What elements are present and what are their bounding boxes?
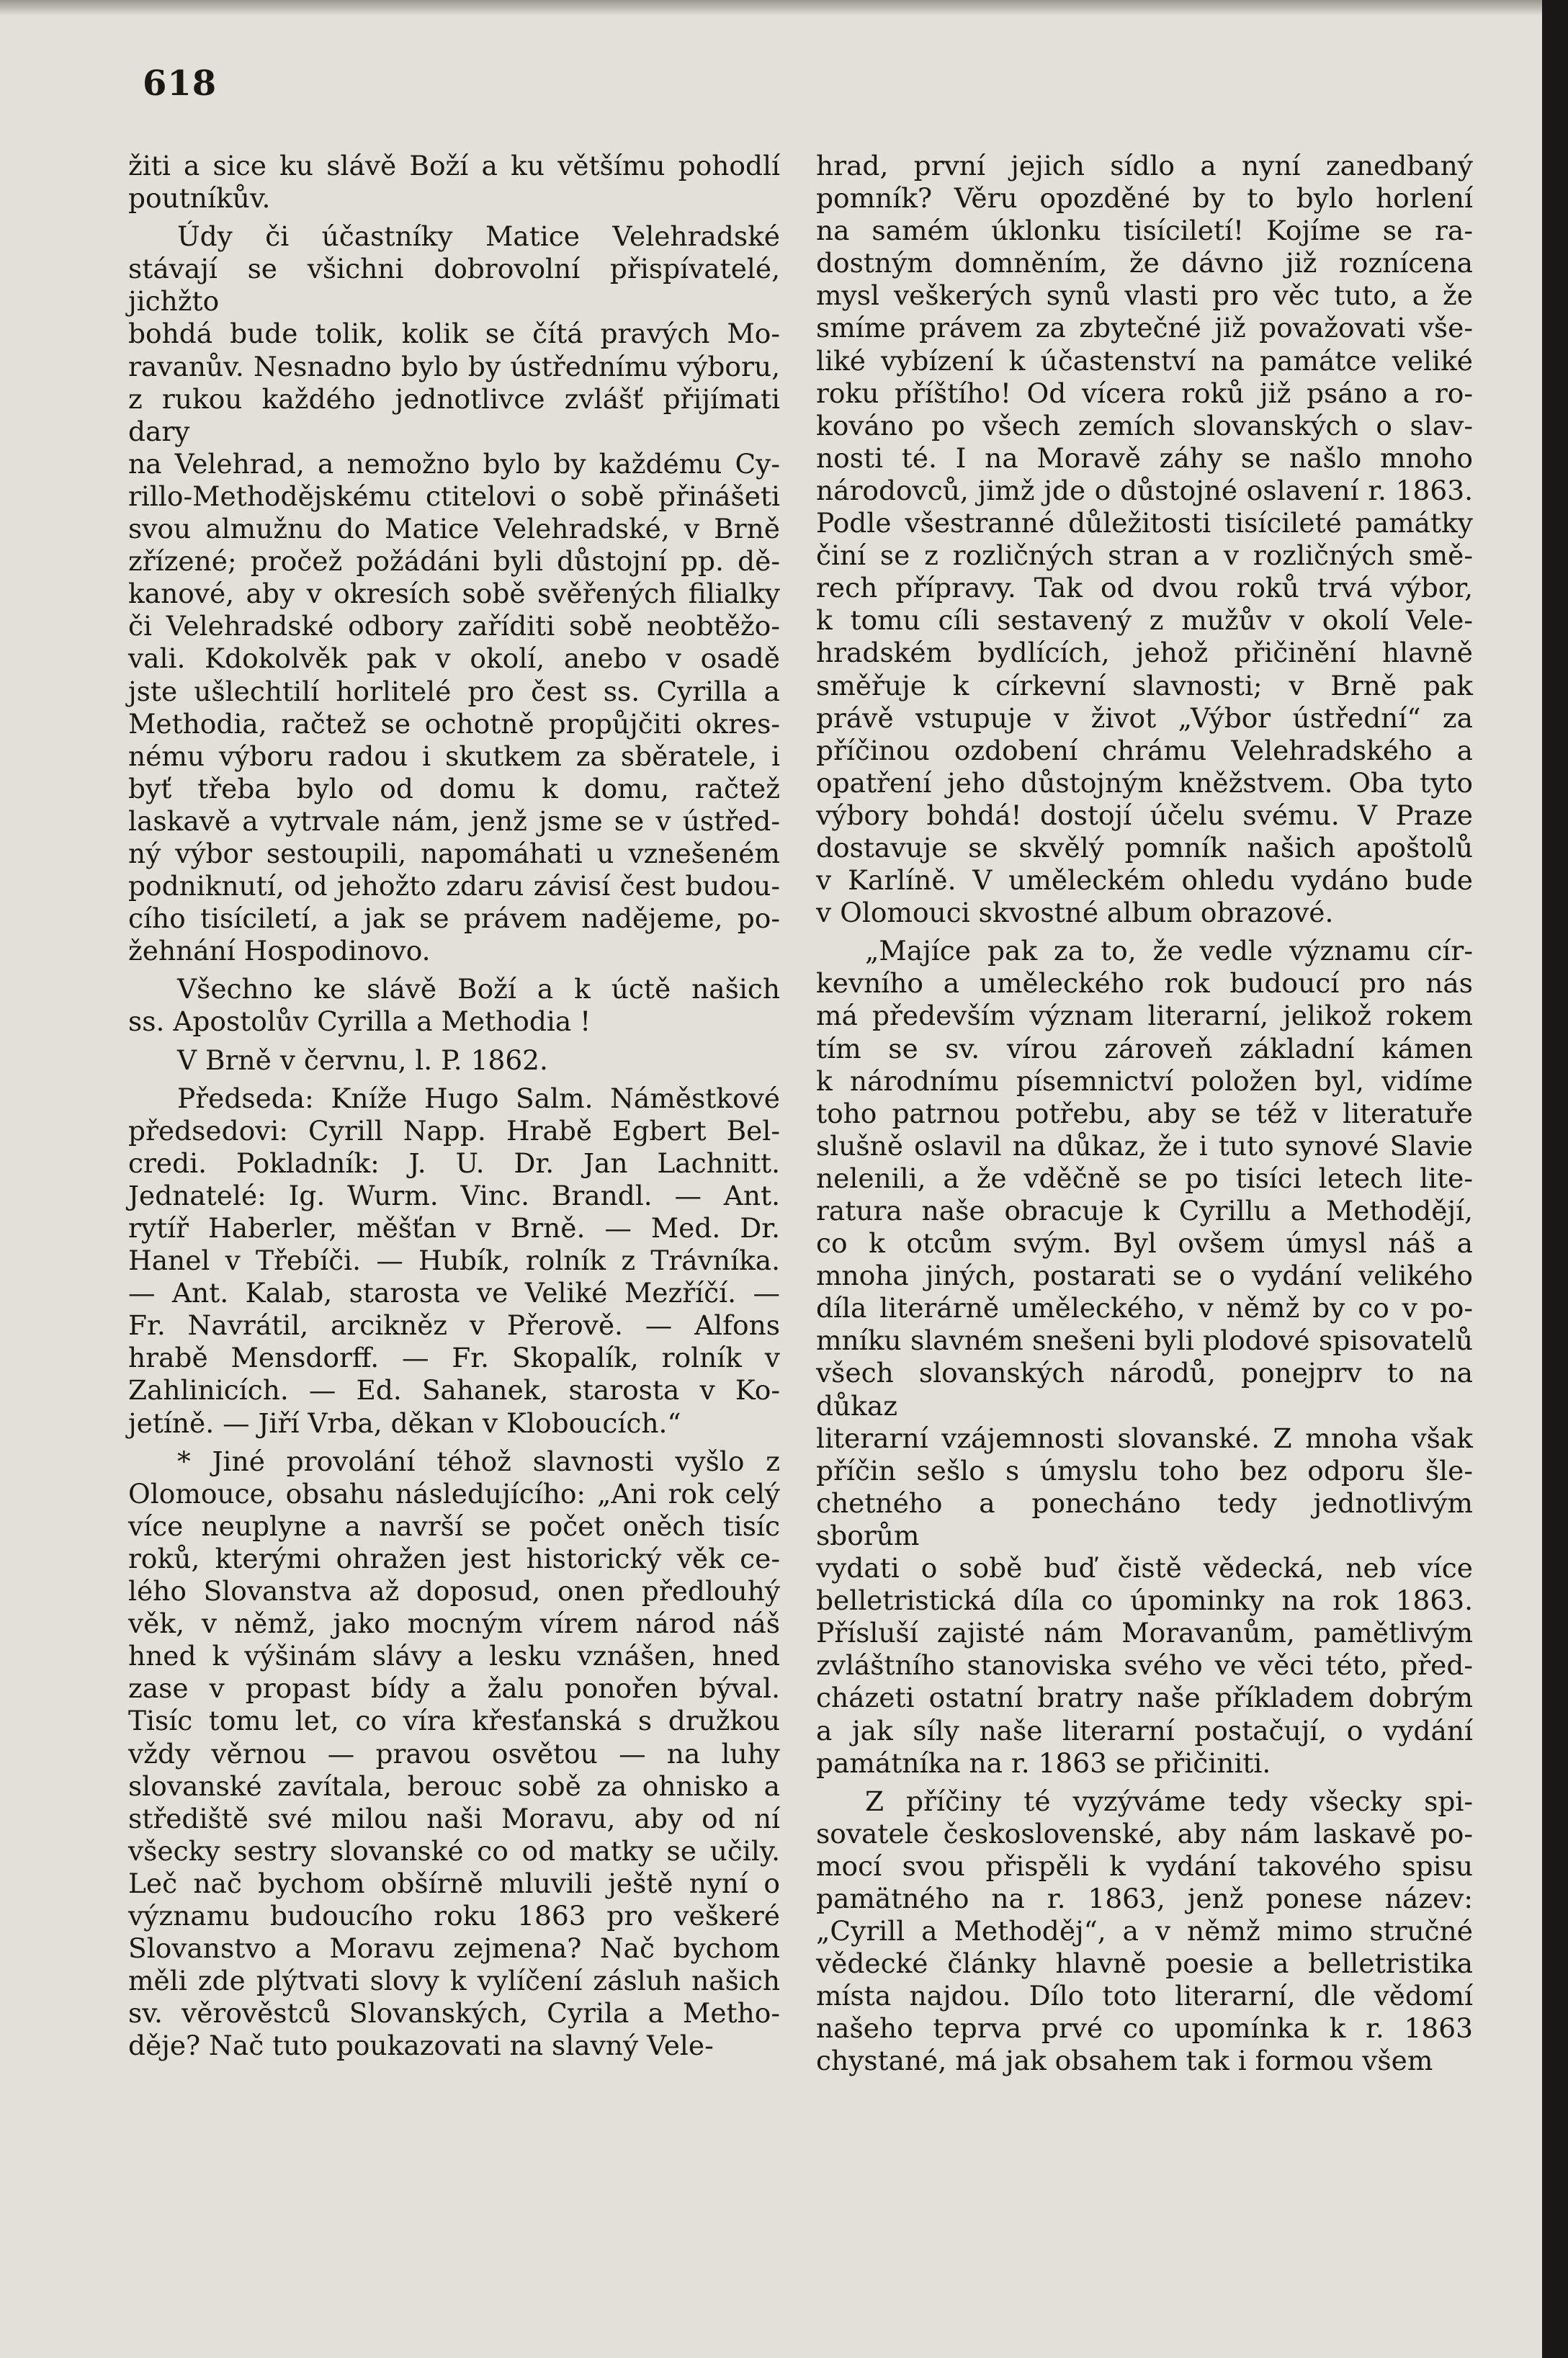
right-column-paragraph: [816, 150, 1473, 929]
text-line: Všechno ke slávě Boží a k úctě našich: [177, 973, 780, 1005]
text-line: slovanské zavítala, berouc sobě za ohnisko a: [128, 1770, 780, 1802]
text-line: všech slovanských národů, ponejprv to na důkaz: [816, 1357, 1473, 1422]
text-line: výbory bohdá! dostojí účelu svému. V Praze: [816, 799, 1473, 831]
text-line: vědecké články hlavně poesie a belletristika: [816, 1947, 1473, 1980]
left-column-paragraph: [128, 1044, 780, 1077]
text-line: národovců, jimž jde o důstojné oslavení r. 1863.: [816, 474, 1473, 506]
text-line: rytíř Haberler, měšťan v Brně. — Med. Dr.: [128, 1212, 780, 1244]
text-line: hned k výšinám slávy a lesku vznášen, hned: [128, 1640, 780, 1672]
text-line: lého Slovanstva až doposud, onen předlouhý: [128, 1575, 780, 1608]
text-line: rech přípravy. Tak od dvou roků trvá výbor,: [816, 572, 1473, 604]
text-line: příčin sešlo s úmyslu toho bez odporu šle-: [816, 1454, 1473, 1487]
text-line: rillo-Methodějskému ctitelovi o sobě přinášeti: [128, 480, 780, 512]
text-line: našeho teprva prvé co upomínka k r. 1863: [816, 2012, 1473, 2045]
text-line: Přísluší zajisté nám Moravanům, pamětlivým: [816, 1617, 1473, 1649]
text-line: Z příčiny té vyzýváme tedy všecky spi-: [865, 1785, 1473, 1817]
page-top-edge: [0, 0, 1568, 16]
text-line: děje? Nač tuto poukazovati na slavný Vele-: [128, 2030, 714, 2062]
left-column-paragraph: [128, 973, 780, 1038]
text-line: v Karlíně. V uměleckém ohledu vydáno bude: [816, 864, 1473, 897]
text-line: pamätného na r. 1863, jenž ponese název:: [816, 1882, 1473, 1914]
right-column: [816, 150, 1473, 2078]
text-line: žehnání Hospodinovo.: [128, 935, 431, 967]
text-line: Údy či účastníky Matice Velehradské: [177, 220, 780, 253]
text-line: místa najdou. Dílo toto literarní, dle vědomí: [816, 1980, 1473, 2012]
text-line: tím se sv. vírou zároveň základní kámen: [816, 1032, 1473, 1064]
text-line: roků, kterými ohražen jest historický věk ce-: [128, 1542, 780, 1574]
left-column-paragraph: [128, 150, 780, 215]
text-line: vždy věrnou — pravou osvětou — na luhy: [128, 1737, 780, 1770]
text-line: toho patrnou potřebu, aby se též v literatuře: [816, 1097, 1473, 1129]
page-number: 618: [143, 63, 218, 104]
text-line: byť třeba bylo od domu k domu, račtež: [128, 772, 780, 804]
left-column-paragraph: [128, 1082, 780, 1440]
text-line: nelenili, a že vděčně se po tisíci letech lite-: [816, 1162, 1473, 1194]
text-line: či Velehradské odbory zaříditi sobě neobtěžo-: [128, 610, 780, 642]
text-line: činí se z rozličných stran a v rozličných smě-: [816, 539, 1473, 572]
text-line: významu budoucího roku 1863 pro veškeré: [128, 1899, 780, 1932]
text-line: Slovanstvo a Moravu zejmena? Nač bychom: [128, 1932, 780, 1965]
text-line: „Majíce pak za to, že vedle významu cír-: [865, 935, 1473, 967]
text-line: má především význam literarní, jelikož rokem: [816, 1000, 1473, 1032]
text-line: věk, v němž, jako mocným vírem národ náš: [128, 1608, 780, 1640]
text-line: Podle všestranné důležitosti tisícileté památky: [816, 507, 1473, 539]
text-line: kanové, aby v okresích sobě svěřených filialky: [128, 578, 780, 610]
right-column-paragraph: [816, 935, 1473, 1779]
text-line: mnoha jiných, postarati se o vydání velikého: [816, 1260, 1473, 1292]
text-line: nému výboru radou i skutkem za sběratele, i: [128, 740, 780, 772]
text-line: ratura naše obracuje k Cyrillu a Methodějí,: [816, 1195, 1473, 1227]
text-line: belletristická díla co úpominky na rok 1863.: [816, 1584, 1473, 1617]
text-line: dostným domněním, že dávno již roznícena: [816, 247, 1473, 279]
text-line: předsedovi: Cyrill Napp. Hrabě Egbert Bel-: [128, 1114, 780, 1147]
text-line: zvláštního stanoviska svého ve věci této, před-: [816, 1649, 1473, 1682]
text-line: Methodia, račtež se ochotně propůjčiti okres-: [128, 707, 780, 740]
text-line: právě vstupuje v život „Výbor ústřední“ za: [816, 701, 1473, 734]
page-right-edge: [1542, 0, 1568, 2358]
text-line: více neuplyne a navrší se počet oněch tisíc: [128, 1510, 780, 1542]
text-line: sv. věrověstců Slovanských, Cyrila a Metho-: [128, 1997, 780, 2030]
text-line: bohdá bude tolik, kolik se čítá pravých Mo-: [128, 318, 780, 350]
text-line: hrad, první jejich sídlo a nyní zanedbaný: [816, 150, 1473, 181]
text-line: poutníkův.: [128, 182, 271, 215]
text-line: svou almužnu do Matice Velehradské, v Brně: [128, 513, 780, 545]
text-line: Jednatelé: Ig. Wurm. Vinc. Brandl. — Ant.: [128, 1179, 780, 1211]
text-line: jetíně. — Jiří Vrba, děkan v Kloboucích.“: [128, 1407, 681, 1439]
text-line: ravanův. Nesnadno bylo by ústřednímu výboru,: [128, 350, 780, 382]
text-line: střediště své milou naši Moravu, aby od ní: [128, 1802, 780, 1834]
left-column: [128, 150, 780, 2062]
text-line: pomník? Věru opozděné by to bylo horlení: [816, 182, 1473, 215]
text-line: stávají se všichni dobrovolní přispívatelé, jichžto: [128, 253, 780, 318]
text-line: na samém úklonku tisíciletí! Kojíme se ra-: [816, 215, 1473, 247]
text-line: mysl veškerých synů vlasti pro věc tuto, a že: [816, 279, 1473, 312]
text-line: příčinou ozdobení chrámu Velehradského a: [816, 734, 1473, 766]
text-line: měli zde plýtvati slovy k vylíčení zásluh našich: [128, 1965, 780, 1997]
text-line: ss. Apostolův Cyrilla a Methodia !: [128, 1005, 591, 1038]
text-line: Tisíc tomu let, co víra křesťanská s družkou: [128, 1705, 780, 1737]
text-line: „Cyrill a Methoděj“, a v němž mimo stručné: [816, 1915, 1473, 1947]
left-column-paragraph: [128, 1445, 780, 2063]
text-line: Předseda: Kníže Hugo Salm. Náměstkové: [177, 1082, 780, 1114]
text-line: nosti té. I na Moravě záhy se našlo mnoho: [816, 441, 1473, 474]
text-line: V Brně v červnu, l. P. 1862.: [177, 1044, 548, 1076]
text-line: vydati o sobě buď čistě vědecká, neb více: [816, 1552, 1473, 1584]
text-line: chetného a ponecháno tedy jednotlivým sborům: [816, 1487, 1473, 1551]
text-line: roku příštího! Od vícera roků již psáno a ro-: [816, 377, 1473, 409]
text-line: liké vybízení k účastenství na památce veliké: [816, 344, 1473, 377]
text-line: z rukou každého jednotlivce zvlášť přijímati dary: [128, 382, 780, 447]
text-line: chystané, má jak obsahem tak i formou všem: [816, 2045, 1433, 2077]
text-line: podniknutí, od jehožto zdaru závisí čest budou-: [128, 870, 780, 902]
text-line: slušně oslavil na důkaz, že i tuto synové Slavie: [816, 1129, 1473, 1162]
text-line: jste ušlechtilí horlitelé pro čest ss. Cyrilla a: [128, 675, 780, 707]
text-line: žiti a sice ku slávě Boží a ku většímu pohodlí: [128, 150, 780, 181]
text-line: ný výbor sestoupili, napomáhati u vznešeném: [128, 837, 780, 869]
text-line: opatření jeho důstojným kněžstvem. Oba tyto: [816, 766, 1473, 799]
text-line: na Velehrad, a nemožno bylo by každému Cy-: [128, 447, 780, 480]
left-column-paragraph: [128, 220, 780, 967]
text-line: díla literárně uměleckého, v němž by co v po-: [816, 1292, 1473, 1324]
text-line: zase v propast bídy a žalu ponořen býval.: [128, 1672, 780, 1705]
text-line: credi. Pokladník: J. U. Dr. Jan Lachnitt.: [128, 1147, 780, 1179]
text-line: kováno po všech zemích slovanských o slav-: [816, 409, 1473, 441]
text-line: sovatele československé, aby nám laskavě po-: [816, 1817, 1473, 1850]
text-line: mocí svou přispěli k vydání takového spisu: [816, 1850, 1473, 1882]
text-line: a jak síly naše literarní postačují, o vydání: [816, 1714, 1473, 1747]
text-line: * Jiné provolání téhož slavnosti vyšlo z: [177, 1445, 780, 1477]
text-line: Olomouce, obsahu následujícího: „Ani rok celý: [128, 1477, 780, 1510]
text-line: — Ant. Kalab, starosta ve Veliké Mezříčí. —: [128, 1277, 780, 1309]
text-line: vali. Kdokolvěk pak v okolí, anebo v osadě: [128, 642, 780, 675]
text-line: dostavuje se skvělý pomník našich apoštolů: [816, 831, 1473, 864]
text-line: kevního a uměleckého rok budoucí pro nás: [816, 967, 1473, 1000]
text-line: k tomu cíli sestavený z mužův v okolí Vele-: [816, 604, 1473, 637]
text-line: cházeti ostatní bratry naše příkladem dobrým: [816, 1682, 1473, 1714]
text-line: k národnímu písemnictví položen byl, vidíme: [816, 1064, 1473, 1097]
text-line: Zahlinicích. — Ed. Sahanek, starosta v Ko-: [128, 1374, 780, 1407]
text-line: Hanel v Třebíči. — Hubík, rolník z Trávníka.: [128, 1245, 780, 1277]
text-line: hradském bydlících, jehož přičinění hlavně: [816, 637, 1473, 669]
text-line: všecky sestry slovanské co od matky se učily.: [128, 1834, 780, 1867]
text-line: literarní vzájemnosti slovanské. Z mnoha však: [816, 1422, 1473, 1454]
right-column-paragraph: [816, 1785, 1473, 2078]
text-line: hrabě Mensdorff. — Fr. Skopalík, rolník v: [128, 1342, 780, 1374]
text-line: zřízené; pročež požádáni byli důstojní pp. dě-: [128, 545, 780, 578]
text-line: směřuje k církevní slavnosti; v Brně pak: [816, 669, 1473, 701]
text-line: Fr. Navrátil, arcikněz v Přerově. — Alfons: [128, 1309, 780, 1342]
text-line: laskavě a vytrvale nám, jenž jsme se v ústřed-: [128, 804, 780, 837]
text-line: smíme právem za zbytečné již považovati vše-: [816, 312, 1473, 344]
text-line: památníka na r. 1863 se přičiniti.: [816, 1747, 1271, 1779]
text-line: co k otcům svým. Byl ovšem úmysl náš a: [816, 1227, 1473, 1260]
text-line: mníku slavném snešeni byli plodové spisovatelů: [816, 1324, 1473, 1357]
text-line: v Olomouci skvostné album obrazové.: [816, 897, 1334, 929]
text-line: Leč nač bychom obšírně mluvili ještě nyní o: [128, 1867, 780, 1899]
text-line: cího tisíciletí, a jak se právem nadějeme, po-: [128, 902, 780, 935]
